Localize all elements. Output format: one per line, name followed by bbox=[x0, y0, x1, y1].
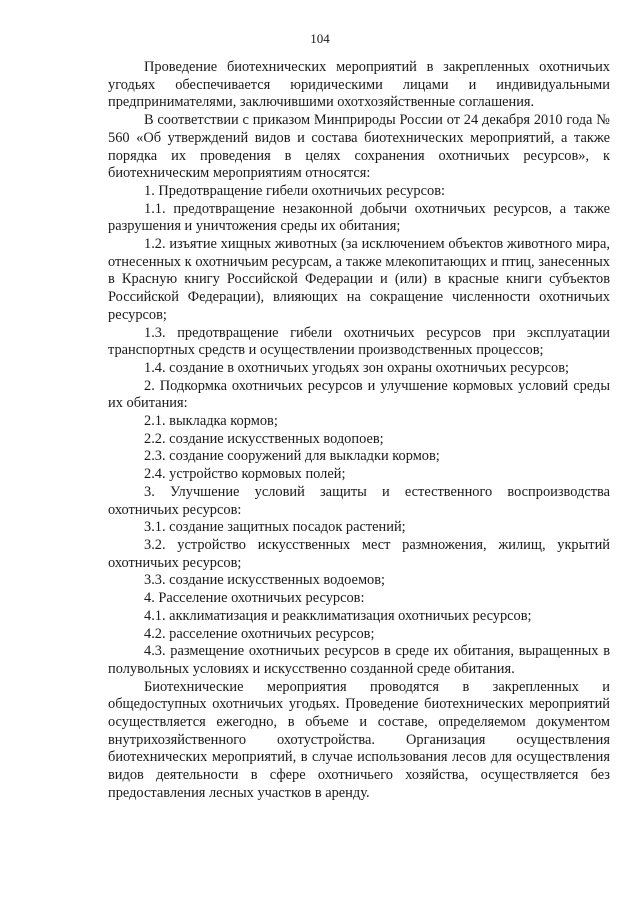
list-item: 3.1. создание защитных посадок растений; bbox=[144, 519, 406, 536]
list-item: 1. Предотвращение гибели охотничьих ресурсов: bbox=[144, 182, 446, 199]
list-item: 4.2. расселение охотничьих ресурсов; bbox=[144, 625, 375, 642]
paragraph: В соответствии с приказом Минприроды России от 24 декабря 2010 года № 560 «Об утверждений видов и состава биотехнических мероприятий, а также порядка их проведения в целях сохранения охотничьих ресурсов», к биотехническим мероприятиям относятся: bbox=[108, 112, 610, 182]
paragraph: Биотехнические мероприятия проводятся в закрепленных и общедоступных охотничьих угодьях. Проведение биотехнических мероприятий осуществляется ежегодно, в объеме и составе, определяемом документом внутрихозяйственного охотустройства. Организация осуществления биотехнических мероприятий, в случае использования лесов для осуществления видов деятельности в сфере охотничьего хозяйства, осуществляется без предоставления лесных участков в аренду. bbox=[108, 678, 610, 801]
list-item: 4. Расселение охотничьих ресурсов: bbox=[144, 590, 365, 607]
list-item: 2.2. создание искусственных водопоев; bbox=[144, 430, 384, 447]
list-item: 4.1. акклиматизация и реакклиматизация охотничьих ресурсов; bbox=[144, 607, 532, 624]
list-item: 3.3. создание искусственных водоемов; bbox=[144, 572, 386, 589]
list-item: 2. Подкормка охотничьих ресурсов и улучшение кормовых условий среды их обитания: bbox=[108, 377, 610, 412]
list-item: 1.4. создание в охотничьих угодьях зон охраны охотничьих ресурсов; bbox=[144, 359, 570, 376]
paragraph: Проведение биотехнических мероприятий в закрепленных охотничьих угодьях обеспечивается юридическими лицами и индивидуальными предпринимателями, заключившими охотхозяйственные соглашения. bbox=[108, 59, 610, 111]
list-item: 1.1. предотвращение незаконной добычи охотничьих ресурсов, а также разрушения и уничтожения среды их обитания; bbox=[108, 200, 610, 235]
list-item: 2.4. устройство кормовых полей; bbox=[144, 466, 346, 483]
list-item: 4.3. размещение охотничьих ресурсов в среде их обитания, выращенных в полувольных условиях и искусственно созданной среде обитания. bbox=[108, 643, 610, 677]
list-item: 2.1. выкладка кормов; bbox=[144, 413, 278, 430]
page-number: 104 bbox=[310, 31, 330, 46]
page-body bbox=[108, 59, 610, 803]
list-item: 3.2. устройство искусственных мест размножения, жилищ, укрытий охотничьих ресурсов; bbox=[108, 536, 610, 571]
list-item: 1.2. изъятие хищных животных (за исключением объектов животного мира, отнесенных к охотничьим ресурсам, а также млекопитающих и птиц, занесенных в Красную книгу Российской Федерации и (или) в красные книги субъектов Российской Федерации), влияющих на сокращение численности охотничьих ресурсов; bbox=[108, 236, 610, 323]
list-item: 2.3. создание сооружений для выкладки кормов; bbox=[144, 448, 440, 465]
list-item: 1.3. предотвращение гибели охотничьих ресурсов при эксплуатации транспортных средств и осуществлении производственных процессов; bbox=[108, 324, 610, 359]
list-item: 3. Улучшение условий защиты и естественного воспроизводства охотничьих ресурсов: bbox=[108, 483, 610, 518]
